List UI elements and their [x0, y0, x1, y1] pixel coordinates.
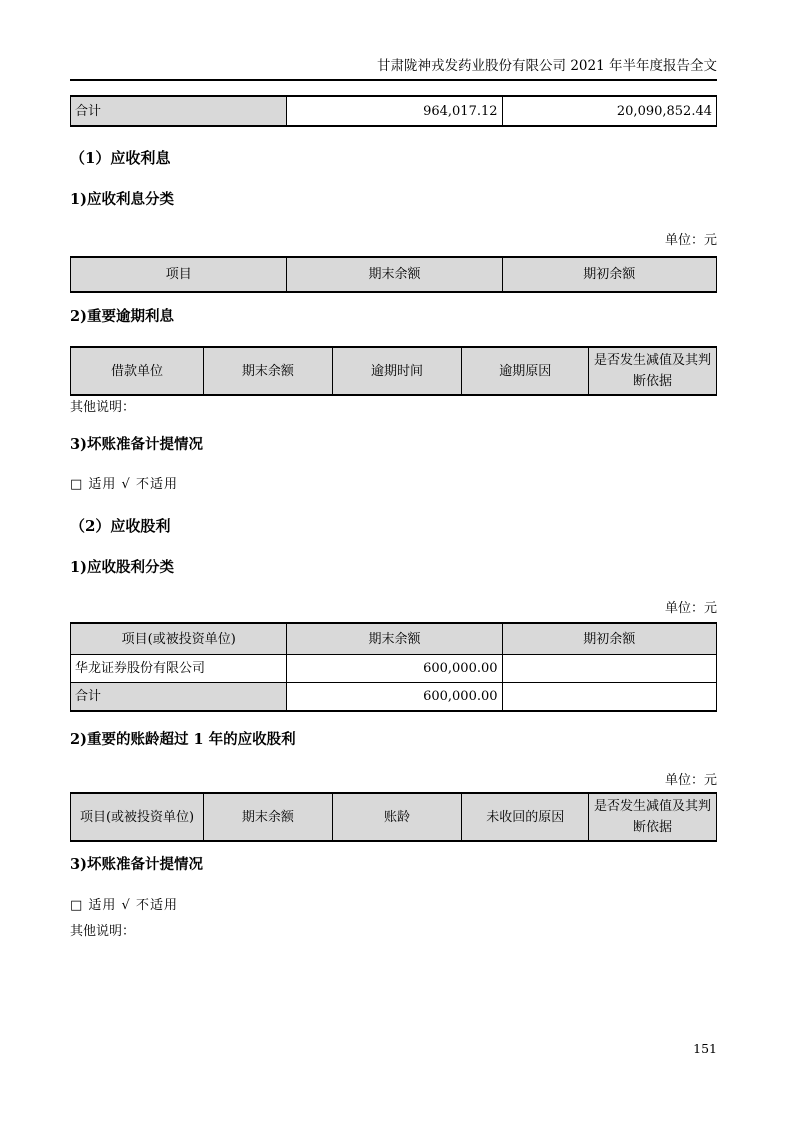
- table-row: [71, 655, 717, 683]
- column-header: 期末余额: [204, 793, 333, 841]
- closing-balance-cell: 600,000.00: [287, 683, 502, 712]
- opening-balance-cell: 20,090,852.44: [502, 96, 716, 126]
- column-header: 是否发生减值及其判断依据: [589, 347, 717, 395]
- column-header: 账龄: [332, 793, 462, 841]
- table-header-row: [71, 793, 717, 841]
- column-header: 未收回的原因: [462, 793, 589, 841]
- unit-label: 单位：元: [664, 773, 717, 788]
- table-header-row: [71, 257, 717, 292]
- closing-balance-cell: 964,017.12: [287, 96, 502, 126]
- table-header-row: [71, 623, 717, 655]
- column-header: 期初余额: [502, 623, 716, 655]
- interest-total-table: [70, 95, 717, 127]
- column-header: 项目(或被投资单位): [71, 793, 204, 841]
- interest-classification-table: [70, 256, 717, 293]
- page-number: 151: [693, 1041, 717, 1056]
- subheading-bad-debt-provision: 3)坏账准备计提情况: [70, 856, 203, 873]
- total-label-cell: 合计: [71, 96, 287, 126]
- column-header: 期末余额: [287, 623, 502, 655]
- unit-label: 单位：元: [664, 601, 717, 616]
- subheading-bad-debt-provision: 3)坏账准备计提情况: [70, 436, 203, 453]
- column-header: 项目(或被投资单位): [71, 623, 287, 655]
- dividend-classification-table: [70, 622, 717, 712]
- column-header: 逾期原因: [462, 347, 589, 395]
- column-header: 期末余额: [287, 257, 502, 292]
- subheading-overdue-interest: 2)重要逾期利息: [70, 308, 174, 325]
- applicability-line: □ 适用 √ 不适用: [70, 477, 178, 492]
- column-header: 期初余额: [502, 257, 716, 292]
- overdue-interest-table: [70, 346, 717, 396]
- column-header: 项目: [71, 257, 287, 292]
- other-note-label: 其他说明：: [70, 400, 136, 415]
- total-label-cell: 合计: [71, 683, 287, 712]
- applicability-line: □ 适用 √ 不适用: [70, 898, 178, 913]
- table-row: [71, 683, 717, 712]
- table-header-row: [71, 347, 717, 395]
- column-header: 是否发生减值及其判断依据: [589, 793, 717, 841]
- page-header: [70, 0, 717, 81]
- section-heading-interest-receivable: （1）应收利息: [70, 149, 171, 167]
- section-heading-dividend-receivable: （2）应收股利: [70, 517, 171, 535]
- other-note-label: 其他说明：: [70, 924, 136, 939]
- subheading-aged-dividends: 2)重要的账龄超过 1 年的应收股利: [70, 731, 296, 748]
- column-header: 借款单位: [71, 347, 204, 395]
- table-row: [71, 96, 717, 126]
- aged-dividend-table: [70, 792, 717, 842]
- subheading-interest-classification: 1)应收利息分类: [70, 191, 174, 208]
- opening-balance-cell: [502, 655, 716, 683]
- column-header: 逾期时间: [332, 347, 462, 395]
- investee-name-cell: 华龙证券股份有限公司: [71, 655, 287, 683]
- closing-balance-cell: 600,000.00: [287, 655, 502, 683]
- unit-label: 单位：元: [664, 233, 717, 248]
- report-title: 甘肃陇神戎发药业股份有限公司 2021 年半年度报告全文: [377, 58, 717, 74]
- opening-balance-cell: [502, 683, 716, 712]
- subheading-dividend-classification: 1)应收股利分类: [70, 559, 174, 576]
- column-header: 期末余额: [204, 347, 333, 395]
